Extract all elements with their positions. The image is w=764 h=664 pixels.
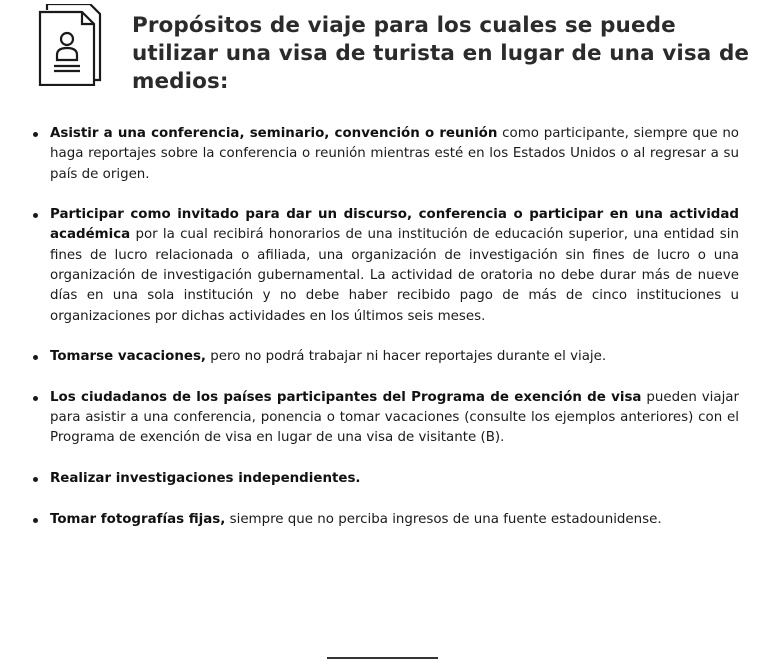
list-item [33,469,739,489]
purposes-list-container [33,124,739,550]
item-bold-text: Tomarse vacaciones, [50,349,206,365]
item-text: pero no podrá trabajar ni hacer reportajes durante el viaje. [206,349,607,365]
item-text: por la cual recibirá honorarios de una institución de educación superior, una entidad sin fines de lucro relacionada o afiliada, una organización de investigación sin fines de lucro o una organización de investigación gubernamental. La actividad de oratoria no debe durar más de nueve días en una sola institución y no debe haber recibido pago de más de cinco instituciones u organizaciones por dichas actividades en los últimos seis meses. [50,227,739,324]
list-item [33,388,739,449]
item-bold-text: Tomar fotografías fijas, [50,511,226,527]
document-person-icon [38,4,104,86]
item-text: siempre que no perciba ingresos de una fuente estadounidense. [225,511,662,527]
item-bold-text: Asistir a una conferencia, seminario, convención o reunión [50,126,498,141]
footer-divider [327,657,438,659]
item-text: como participante, siempre que no haga reportajes sobre la conferencia o reunión mientras esté en los Estados Unidos o al regresar a su país de origen. [50,126,739,182]
item-bold-text: Los ciudadanos de los países participantes del Programa de exención de visa [50,389,642,405]
purposes-list [33,124,739,530]
page-title: Propósitos de viaje para los cuales se puede utilizar una visa de turista en lugar de una visa de medios: [132,13,750,94]
list-item [33,124,739,185]
item-bold-text: Participar como invitado para dar un discurso, conferencia o participar en una actividad académica [50,207,739,243]
list-item [33,347,739,367]
list-item [33,205,739,327]
list-item [33,510,739,530]
item-text: pueden viajar para asistir a una conferencia, ponencia o tomar vacaciones (consulte los ejemplos anteriores) con el Programa de exención de visa en lugar de una visa de visitante (B). [50,389,740,446]
header [0,0,764,100]
item-bold-text: Realizar investigaciones independientes. [50,471,361,487]
